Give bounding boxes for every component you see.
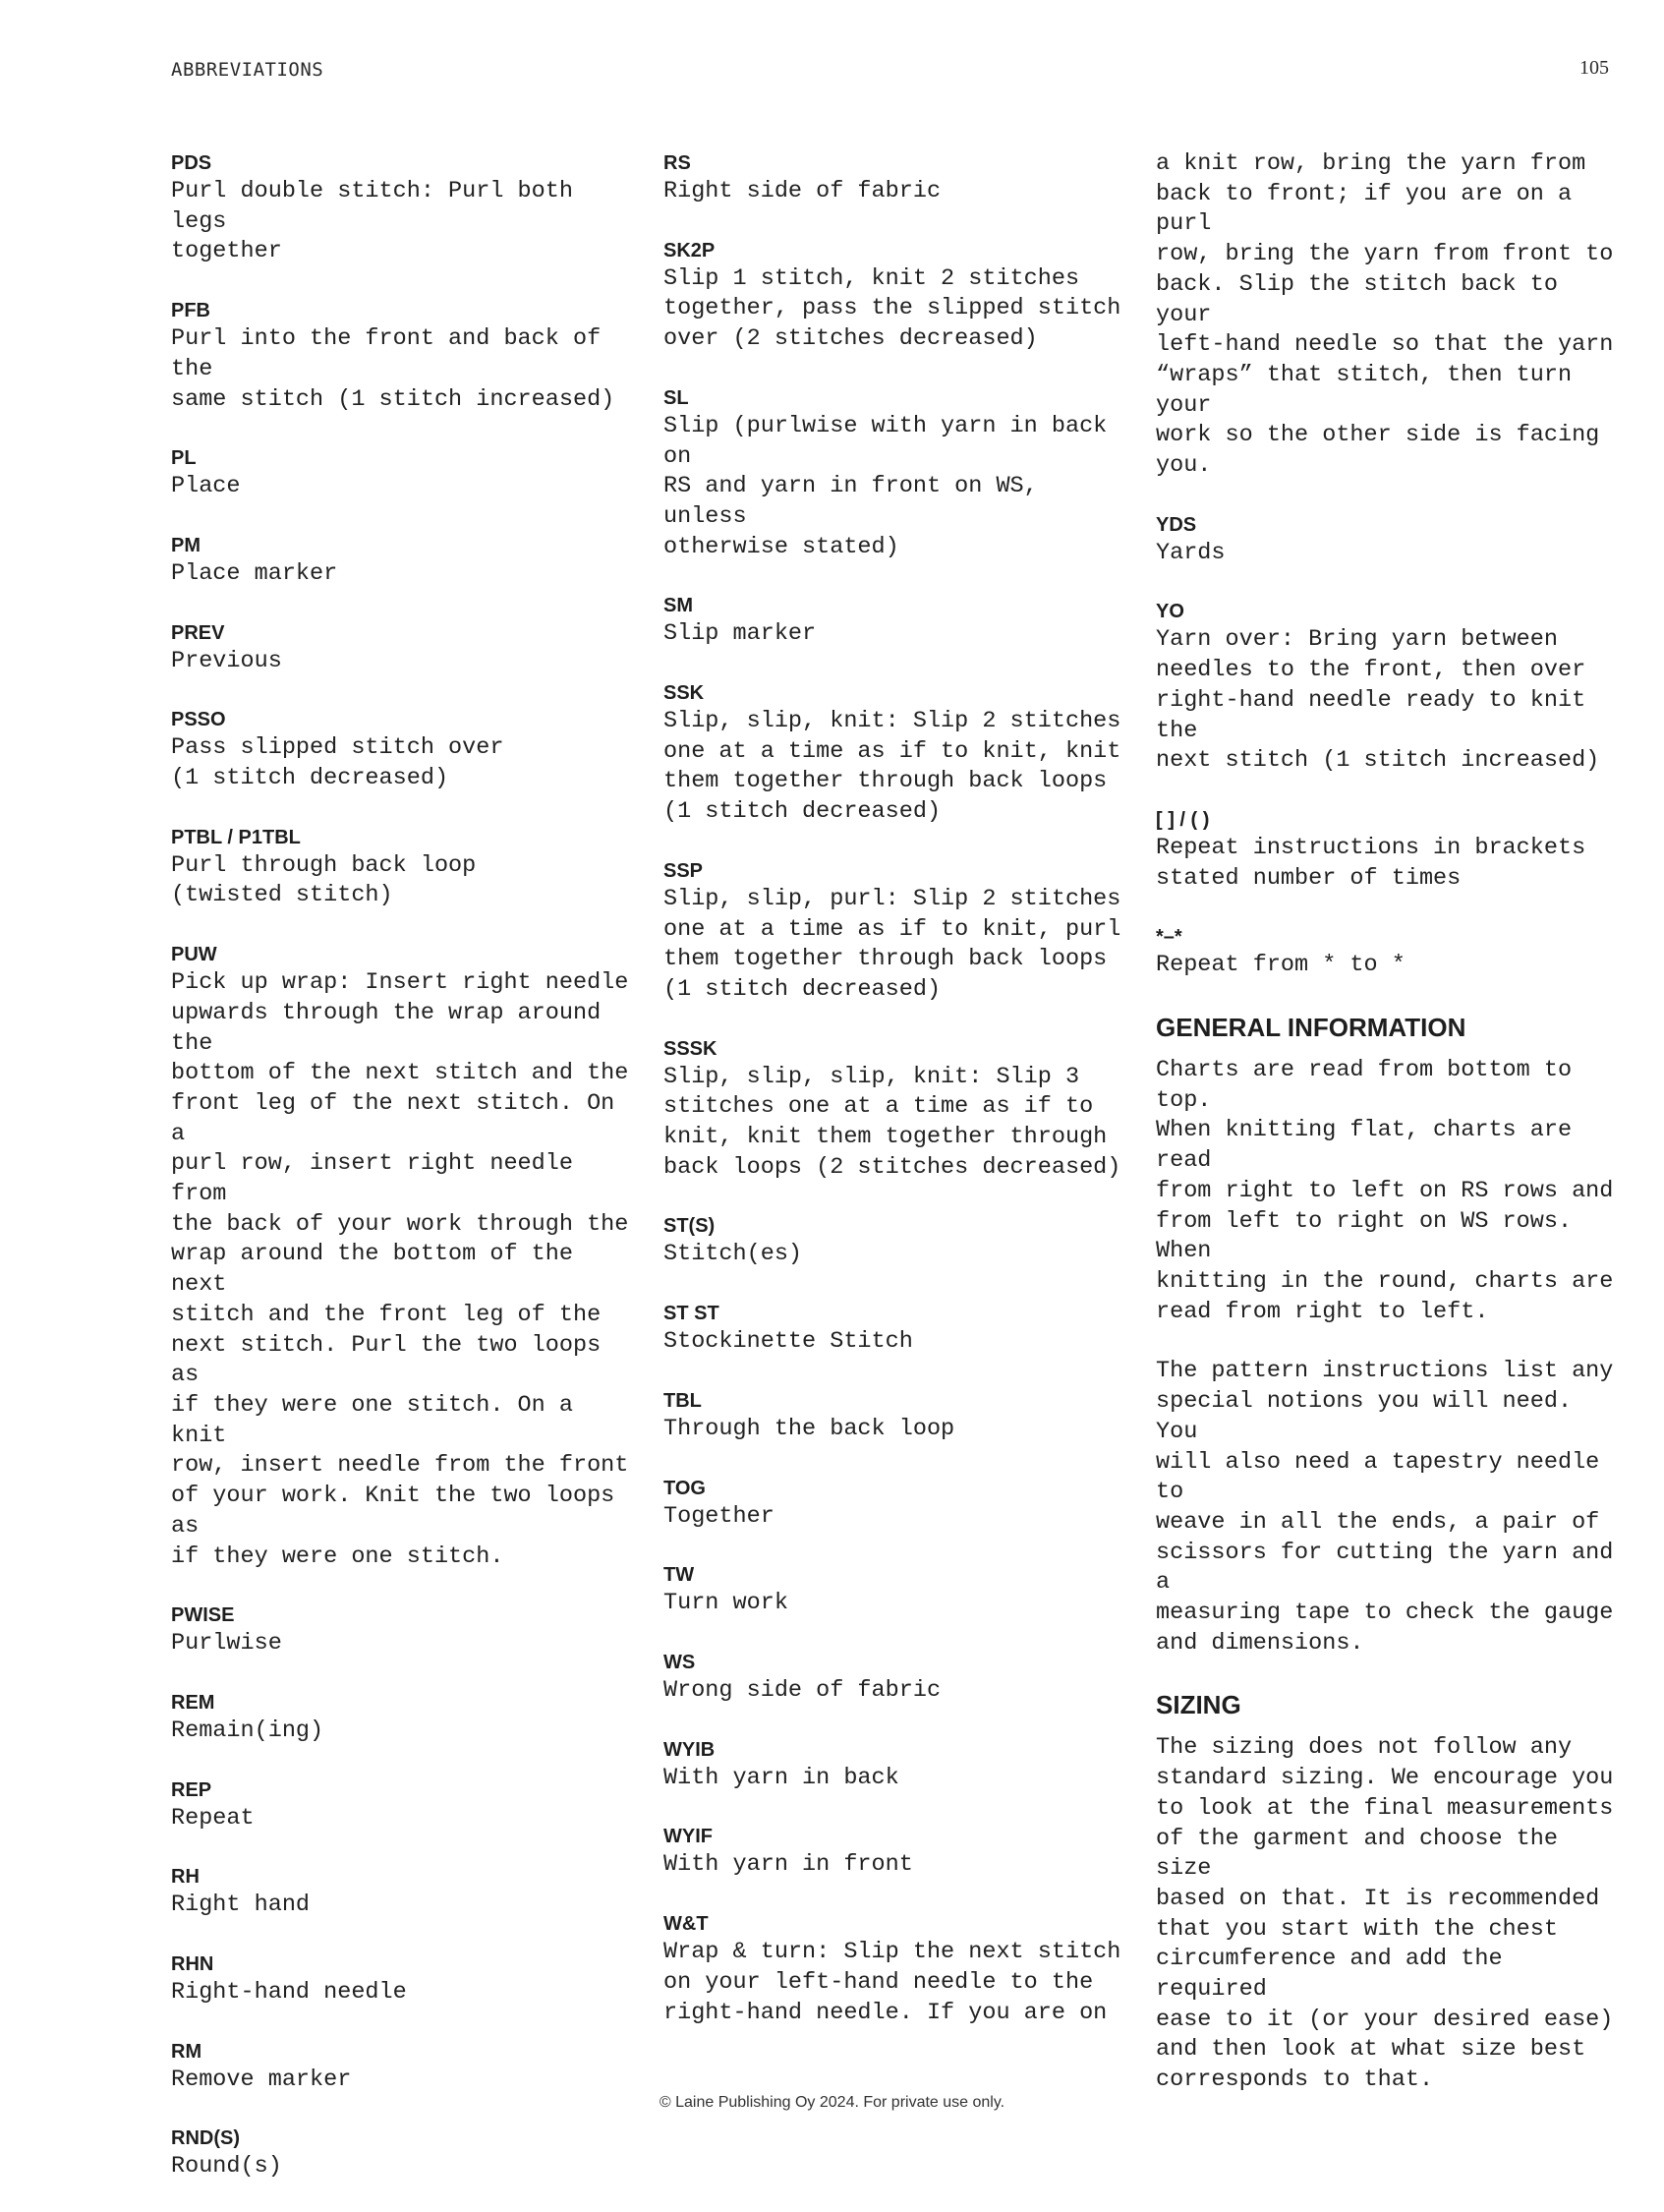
abbreviation-definition bbox=[1156, 149, 1618, 482]
abbreviation-term: TOG bbox=[663, 1477, 706, 1499]
abbreviation-entry bbox=[663, 1561, 1125, 1619]
paragraph-line: read from right to left. bbox=[1156, 1298, 1489, 1325]
definition-line: Pick up wrap: Insert right needle bbox=[171, 969, 629, 997]
definition-line: knit, knit them together through bbox=[663, 1124, 1108, 1151]
definition-line: Yards bbox=[1156, 539, 1226, 566]
abbreviation-definition bbox=[171, 733, 633, 793]
abbreviation-term: RH bbox=[171, 1866, 200, 1889]
body-paragraph bbox=[1156, 1056, 1618, 1327]
abbreviation-term: PDS bbox=[171, 152, 212, 174]
definition-line: With yarn in back bbox=[663, 1764, 899, 1791]
abbreviation-entry bbox=[171, 1689, 633, 1747]
abbreviation-term: W&T bbox=[663, 1913, 709, 1936]
abbreviation-definition bbox=[171, 1804, 633, 1834]
definition-line: next stitch (1 stitch increased) bbox=[1156, 747, 1600, 775]
abbreviation-definition bbox=[663, 1502, 1125, 1533]
abbreviation-term: YDS bbox=[1156, 513, 1197, 536]
abbreviation-term: PSSO bbox=[171, 709, 226, 731]
abbreviation-term: SSK bbox=[663, 682, 705, 705]
definition-line: together, pass the slipped stitch bbox=[663, 295, 1121, 322]
abbreviation-entry bbox=[663, 857, 1125, 1006]
abbreviation-list bbox=[1156, 149, 1618, 981]
abbreviation-term: PM bbox=[171, 534, 201, 556]
abbreviation-term: RM bbox=[171, 2040, 202, 2063]
abbreviation-entry bbox=[663, 1649, 1125, 1707]
definition-line: “wraps” that stitch, then turn your bbox=[1156, 361, 1573, 419]
abbreviation-entry bbox=[171, 824, 633, 911]
paragraph-line: knitting in the round, charts are bbox=[1156, 1267, 1614, 1295]
abbreviation-entry bbox=[171, 2038, 633, 2096]
abbreviation-entry bbox=[171, 941, 633, 1572]
abbreviation-entry bbox=[663, 384, 1125, 563]
definition-line: on your left-hand needle to the bbox=[663, 1968, 1094, 1996]
abbreviation-definition bbox=[663, 1764, 1125, 1794]
definition-line: Repeat bbox=[171, 1804, 255, 1832]
abbreviation-entry bbox=[663, 1387, 1125, 1445]
definition-line: same stitch (1 stitch increased) bbox=[171, 385, 615, 413]
definition-line: RS and yarn in front on WS, unless bbox=[663, 473, 1038, 530]
definition-line: you. bbox=[1156, 452, 1212, 480]
definition-line: back. Slip the stitch back to your bbox=[1156, 270, 1558, 328]
definition-line: Purl into the front and back of the bbox=[171, 325, 602, 382]
abbreviation-definition bbox=[663, 707, 1125, 828]
abbreviation-term: [ ] / ( ) bbox=[1156, 808, 1210, 831]
abbreviation-entry bbox=[1156, 149, 1618, 482]
definition-line: a knit row, bring the yarn from bbox=[1156, 150, 1586, 177]
definition-line: Through the back loop bbox=[663, 1415, 955, 1442]
copyright-footer: © Laine Publishing Oy 2024. For private use only. bbox=[659, 2094, 1005, 2111]
definition-line: next stitch. Purl the two loops as bbox=[171, 1331, 602, 1389]
abbreviation-entry bbox=[663, 1910, 1125, 2028]
definition-line: Slip marker bbox=[663, 620, 817, 648]
abbreviation-definition bbox=[171, 647, 633, 677]
paragraph-line: from left to right on WS rows. When bbox=[1156, 1207, 1573, 1265]
definition-line: Remain(ing) bbox=[171, 1717, 324, 1744]
definition-line: Slip (purlwise with yarn in back on bbox=[663, 412, 1108, 470]
abbreviation-entry bbox=[171, 297, 633, 415]
definition-line: Slip 1 stitch, knit 2 stitches bbox=[663, 264, 1080, 292]
definition-line: right-hand needle. If you are on bbox=[663, 1999, 1108, 2026]
abbreviation-entry bbox=[663, 1300, 1125, 1358]
abbreviation-term: SM bbox=[663, 595, 693, 617]
definition-line: left-hand needle so that the yarn bbox=[1156, 331, 1614, 359]
abbreviation-term: WS bbox=[663, 1651, 696, 1673]
paragraph-line: that you start with the chest bbox=[1156, 1915, 1558, 1943]
abbreviation-entry bbox=[171, 2125, 633, 2183]
abbreviation-term: PL bbox=[171, 447, 197, 470]
abbreviation-entry bbox=[171, 706, 633, 793]
abbreviation-entry bbox=[663, 679, 1125, 828]
running-header: ABBREVIATIONS bbox=[171, 59, 324, 81]
page-number: 105 bbox=[1579, 57, 1609, 79]
abbreviation-definition bbox=[663, 1415, 1125, 1445]
abbreviation-entry bbox=[663, 1823, 1125, 1881]
abbreviation-term: PTBL / P1TBL bbox=[171, 826, 301, 848]
abbreviation-definition bbox=[663, 177, 1125, 207]
abbreviation-entry bbox=[663, 1212, 1125, 1270]
abbreviation-entry bbox=[663, 592, 1125, 650]
abbreviation-term: RND(S) bbox=[171, 2127, 240, 2150]
definition-line: bottom of the next stitch and the bbox=[171, 1060, 629, 1087]
definition-line: the back of your work through the bbox=[171, 1210, 629, 1238]
abbreviation-term: SL bbox=[663, 386, 689, 409]
definition-line: Stockinette Stitch bbox=[663, 1328, 913, 1356]
abbreviation-term: RHN bbox=[171, 1953, 214, 1976]
abbreviation-definition bbox=[663, 1676, 1125, 1707]
abbreviation-definition bbox=[663, 619, 1125, 650]
definition-line: them together through back loops bbox=[663, 946, 1108, 973]
definition-line: Yarn over: Bring yarn between bbox=[1156, 626, 1558, 654]
section-heading: GENERAL INFORMATION bbox=[1156, 1013, 1466, 1043]
paragraph-line: The sizing does not follow any bbox=[1156, 1734, 1573, 1762]
section-heading: SIZING bbox=[1156, 1690, 1241, 1720]
definition-line: Repeat from * to * bbox=[1156, 952, 1406, 979]
abbreviation-term: WYIB bbox=[663, 1738, 716, 1761]
abbreviation-entry bbox=[1156, 923, 1618, 981]
paragraph-line: Charts are read from bottom to top. bbox=[1156, 1057, 1573, 1114]
definition-line: otherwise stated) bbox=[663, 533, 899, 560]
definition-line: back to front; if you are on a purl bbox=[1156, 180, 1573, 238]
definition-line: purl row, insert right needle from bbox=[171, 1150, 573, 1208]
abbreviation-definition bbox=[1156, 834, 1618, 894]
definition-line: back loops (2 stitches decreased) bbox=[663, 1153, 1121, 1181]
definition-line: row, bring the yarn from front to bbox=[1156, 241, 1614, 268]
abbreviation-entry bbox=[663, 149, 1125, 207]
definition-line: Purl through back loop bbox=[171, 851, 477, 879]
abbreviation-term: REM bbox=[171, 1691, 215, 1714]
definition-line: Right-hand needle bbox=[171, 1979, 407, 2007]
definition-line: Purlwise bbox=[171, 1630, 282, 1658]
paragraph-line: of the garment and choose the size bbox=[1156, 1825, 1558, 1883]
definition-line: (1 stitch decreased) bbox=[663, 975, 942, 1003]
column-3 bbox=[1156, 149, 1618, 2125]
abbreviation-entry bbox=[171, 619, 633, 677]
paragraph-line: based on that. It is recommended bbox=[1156, 1885, 1600, 1912]
abbreviation-entry bbox=[171, 1863, 633, 1921]
definition-line: stitches one at a time as if to bbox=[663, 1093, 1094, 1121]
paragraph-line: The pattern instructions list any bbox=[1156, 1358, 1614, 1385]
definition-line: (1 stitch decreased) bbox=[171, 765, 449, 792]
abbreviation-definition bbox=[663, 1063, 1125, 1184]
definition-line: of your work. Knit the two loops as bbox=[171, 1483, 615, 1540]
paragraph-line: corresponds to that. bbox=[1156, 2066, 1434, 2094]
abbreviation-term: PUW bbox=[171, 944, 217, 966]
paragraph-line: will also need a tapestry needle to bbox=[1156, 1448, 1600, 1506]
abbreviation-definition bbox=[171, 851, 633, 911]
abbreviation-definition bbox=[171, 1629, 633, 1659]
paragraph-line: and dimensions. bbox=[1156, 1629, 1364, 1657]
abbreviation-entry bbox=[663, 237, 1125, 355]
definition-line: if they were one stitch. On a knit bbox=[171, 1391, 573, 1449]
definition-line: (twisted stitch) bbox=[171, 882, 393, 909]
section-general-information bbox=[1156, 1011, 1618, 1659]
abbreviation-definition bbox=[171, 968, 633, 1572]
abbreviation-entry bbox=[1156, 511, 1618, 569]
definition-line: Slip, slip, purl: Slip 2 stitches bbox=[663, 885, 1121, 912]
definition-line: one at a time as if to knit, purl bbox=[663, 915, 1121, 943]
abbreviation-term: TW bbox=[663, 1564, 695, 1587]
abbreviation-entry bbox=[171, 1601, 633, 1659]
abbreviation-term: RS bbox=[663, 152, 691, 174]
abbreviation-definition bbox=[171, 2152, 633, 2183]
abbreviation-entry bbox=[171, 1776, 633, 1834]
definition-line: front leg of the next stitch. On a bbox=[171, 1089, 615, 1147]
abbreviation-definition bbox=[1156, 951, 1618, 981]
abbreviation-term: PREV bbox=[171, 621, 225, 644]
paragraph-line: scissors for cutting the yarn and a bbox=[1156, 1539, 1614, 1597]
abbreviation-definition bbox=[663, 885, 1125, 1006]
section-sizing bbox=[1156, 1688, 1618, 2095]
definition-line: (1 stitch decreased) bbox=[663, 798, 942, 826]
paragraph-line: ease to it (or your desired ease) bbox=[1156, 2006, 1614, 2033]
definition-line: Place bbox=[171, 473, 241, 500]
definition-line: upwards through the wrap around the bbox=[171, 999, 602, 1057]
column-2 bbox=[663, 149, 1125, 2058]
abbreviation-definition bbox=[663, 1327, 1125, 1358]
definition-line: Right side of fabric bbox=[663, 178, 942, 204]
paragraph-line: and then look at what size best bbox=[1156, 2036, 1586, 2064]
paragraph-line: standard sizing. We encourage you bbox=[1156, 1765, 1614, 1792]
abbreviation-term: SSP bbox=[663, 859, 704, 882]
definition-line: wrap around the bottom of the next bbox=[171, 1241, 573, 1299]
definition-line: together bbox=[171, 238, 282, 265]
definition-line: Repeat instructions in brackets bbox=[1156, 834, 1586, 861]
abbreviation-definition bbox=[171, 1717, 633, 1747]
abbreviation-definition bbox=[663, 1850, 1125, 1881]
abbreviation-entry bbox=[171, 1950, 633, 2008]
column-1 bbox=[171, 149, 633, 2212]
definition-line: one at a time as if to knit, knit bbox=[663, 737, 1121, 765]
abbreviation-entry bbox=[1156, 806, 1618, 894]
paragraph-line: special notions you will need. You bbox=[1156, 1388, 1573, 1445]
abbreviation-term: PWISE bbox=[171, 1604, 235, 1627]
abbreviation-term: TBL bbox=[663, 1389, 702, 1412]
definition-line: Wrap & turn: Slip the next stitch bbox=[663, 1939, 1121, 1966]
abbreviation-term: REP bbox=[171, 1778, 212, 1801]
definition-line: stated number of times bbox=[1156, 864, 1462, 892]
definition-line: Right hand bbox=[171, 1892, 311, 1919]
definition-line: if they were one stitch. bbox=[171, 1543, 504, 1570]
paragraph-line: circumference and add the required bbox=[1156, 1946, 1503, 2004]
abbreviation-entry bbox=[1156, 598, 1618, 777]
definition-line: needles to the front, then over bbox=[1156, 657, 1586, 684]
definition-line: Together bbox=[663, 1502, 775, 1530]
paragraph-line: When knitting flat, charts are read bbox=[1156, 1117, 1573, 1175]
abbreviation-definition bbox=[663, 1938, 1125, 2028]
definition-line: Turn work bbox=[663, 1590, 788, 1617]
abbreviation-entry bbox=[171, 532, 633, 590]
abbreviation-definition bbox=[663, 1589, 1125, 1619]
definition-line: With yarn in front bbox=[663, 1851, 913, 1879]
abbreviation-definition bbox=[663, 1240, 1125, 1270]
abbreviation-term: SK2P bbox=[663, 239, 716, 262]
paragraph-line: from right to left on RS rows and bbox=[1156, 1177, 1614, 1204]
abbreviation-definition bbox=[1156, 625, 1618, 777]
definition-line: Slip, slip, slip, knit: Slip 3 bbox=[663, 1063, 1080, 1090]
body-paragraph bbox=[1156, 1357, 1618, 1659]
abbreviation-term: *–* bbox=[1156, 926, 1182, 949]
abbreviation-definition bbox=[171, 324, 633, 415]
definition-line: them together through back loops bbox=[663, 768, 1108, 795]
abbreviation-term: YO bbox=[1156, 601, 1184, 623]
abbreviation-definition bbox=[171, 559, 633, 590]
paragraph-line: measuring tape to check the gauge bbox=[1156, 1600, 1614, 1627]
definition-line: Slip, slip, knit: Slip 2 stitches bbox=[663, 708, 1121, 735]
paragraph-line: to look at the final measurements bbox=[1156, 1794, 1614, 1822]
body-paragraph bbox=[1156, 1733, 1618, 2095]
definition-line: row, insert needle from the front bbox=[171, 1452, 629, 1480]
abbreviation-entry bbox=[171, 149, 633, 267]
definition-line: work so the other side is facing bbox=[1156, 422, 1600, 449]
abbreviation-term: WYIF bbox=[663, 1826, 713, 1848]
abbreviation-term: SSSK bbox=[663, 1037, 717, 1060]
abbreviation-definition bbox=[663, 412, 1125, 563]
definition-line: stitch and the front leg of the bbox=[171, 1301, 602, 1328]
abbreviation-definition bbox=[171, 177, 633, 267]
definition-line: Place marker bbox=[171, 559, 338, 587]
definition-line: Pass slipped stitch over bbox=[171, 734, 504, 762]
abbreviation-term: PFB bbox=[171, 300, 210, 322]
definition-line: Previous bbox=[171, 647, 282, 674]
abbreviation-entry bbox=[171, 444, 633, 502]
abbreviation-definition bbox=[171, 1978, 633, 2008]
paragraph-line: weave in all the ends, a pair of bbox=[1156, 1508, 1600, 1536]
abbreviation-definition bbox=[171, 472, 633, 502]
abbreviation-definition bbox=[1156, 539, 1618, 569]
abbreviation-definition bbox=[171, 1891, 633, 1921]
abbreviation-definition bbox=[171, 2066, 633, 2096]
definition-line: Purl double stitch: Purl both legs bbox=[171, 178, 573, 235]
abbreviation-entry bbox=[663, 1475, 1125, 1533]
definition-line: right-hand needle ready to knit the bbox=[1156, 686, 1586, 744]
definition-line: Round(s) bbox=[171, 2153, 282, 2181]
abbreviation-term: ST ST bbox=[663, 1303, 719, 1325]
abbreviation-term: ST(S) bbox=[663, 1215, 716, 1238]
definition-line: Wrong side of fabric bbox=[663, 1676, 942, 1704]
abbreviation-definition bbox=[663, 264, 1125, 355]
abbreviation-entry bbox=[663, 1736, 1125, 1794]
definition-line: Stitch(es) bbox=[663, 1241, 803, 1268]
definition-line: Remove marker bbox=[171, 2066, 352, 2093]
abbreviation-entry bbox=[663, 1035, 1125, 1184]
definition-line: over (2 stitches decreased) bbox=[663, 325, 1038, 353]
